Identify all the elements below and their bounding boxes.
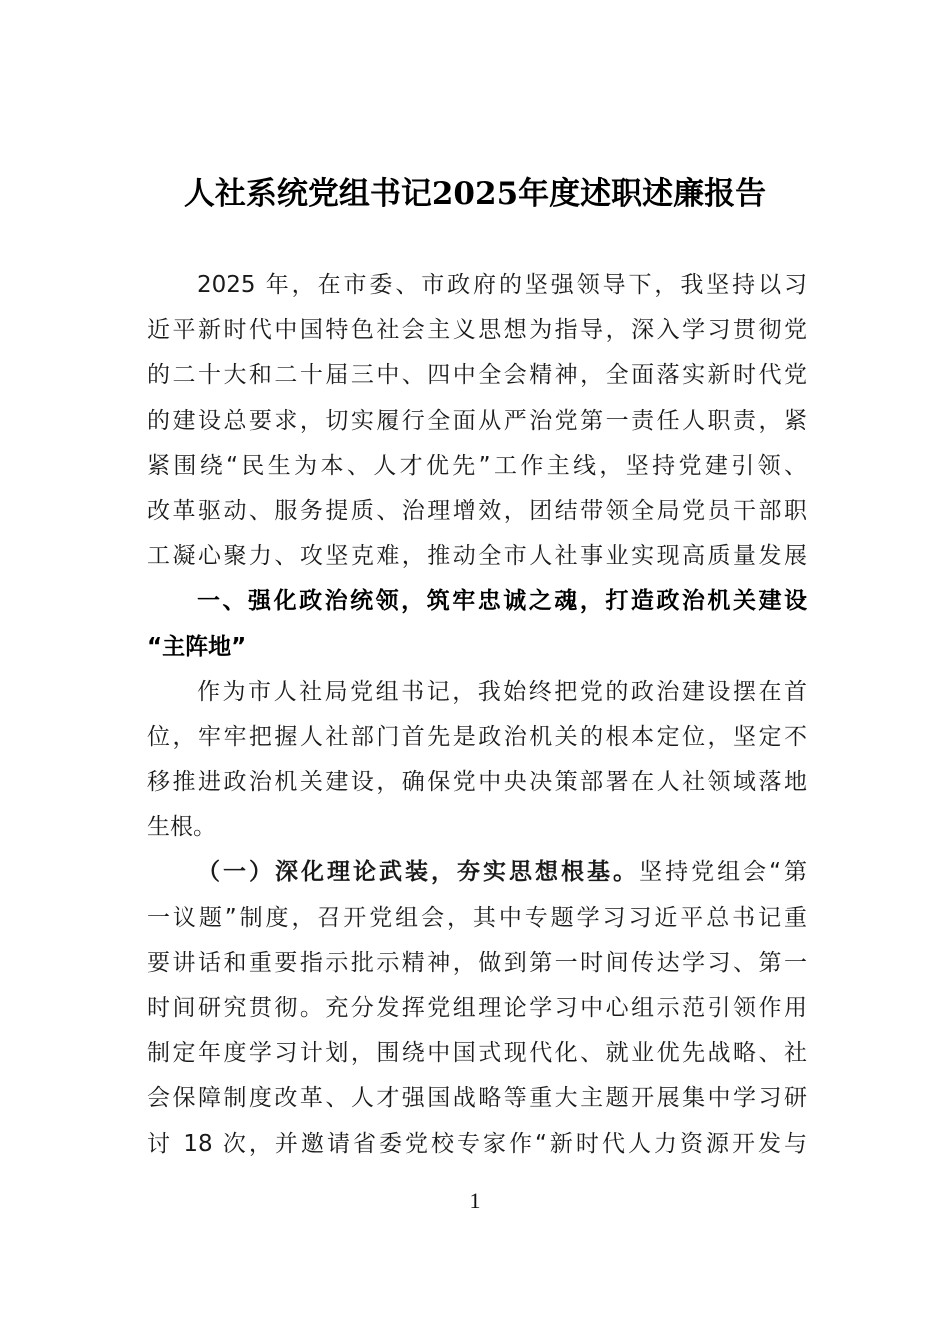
text-line: 的建设总要求，切实履行全面从严治党第一责任人职责，紧: [147, 407, 807, 434]
text-line: 会保障制度改革、人才强国战略等重大主题开展集中学习研: [147, 1085, 807, 1112]
subsection-first-line: [147, 850, 807, 895]
intro-paragraph: [147, 263, 807, 579]
document-body: [147, 263, 807, 1167]
text-line: 作为市人社局党组书记，我始终把党的政治建设摆在首: [197, 678, 807, 705]
page-number: 1: [469, 1188, 481, 1213]
text-line: 生根。: [147, 814, 216, 841]
text-line: 移推进政治机关建设，确保党中央决策部署在人社领域落地: [147, 769, 807, 796]
text-line: 一议题”制度，召开党组会，其中专题学习习近平总书记重: [147, 904, 807, 931]
text-line: 的二十大和二十届三中、四中全会精神，全面落实新时代党: [147, 362, 807, 389]
text-line: 紧围绕“民生为本、人才优先”工作主线，坚持党建引领、: [147, 452, 807, 479]
text-line: 工凝心聚力、攻坚克难，推动全市人社事业实现高质量发展: [147, 543, 807, 570]
text-line: 时间研究贯彻。充分发挥党组理论学习中心组示范引领作用: [147, 995, 807, 1021]
text-line: 讨 18 次，并邀请省委党校专家作“新时代人力资源开发与: [147, 1130, 807, 1157]
heading-line: “主阵地”: [147, 633, 247, 660]
text-line: 要讲话和重要指示批示精神，做到第一时间传达学习、第一: [147, 949, 807, 976]
section-paragraph: [147, 670, 807, 851]
section-heading: [147, 579, 807, 669]
text-line: 改革驱动、服务提质、治理增效，团结带领全局党员干部职: [147, 497, 807, 524]
subsection-paragraph: [147, 850, 807, 1166]
text-line: 近平新时代中国特色社会主义思想为指导，深入学习贯彻党: [147, 317, 807, 344]
text-line: 制定年度学习计划，围绕中国式现代化、就业优先战略、社: [147, 1040, 807, 1067]
subsection-text: 坚持党组会“第: [639, 859, 807, 886]
subsection-heading: （一）深化理论武装，夯实思想根基。: [197, 859, 640, 886]
text-line: 2025 年，在市委、市政府的坚强领导下，我坚持以习: [197, 272, 807, 298]
text-line: 位，牢牢把握人社部门首先是政治机关的根本定位，坚定不: [147, 723, 807, 750]
heading-line: 一、强化政治统领，筑牢忠诚之魂，打造政治机关建设: [197, 588, 807, 615]
document-title: 人社系统党组书记2025年度述职述廉报告: [183, 176, 767, 212]
